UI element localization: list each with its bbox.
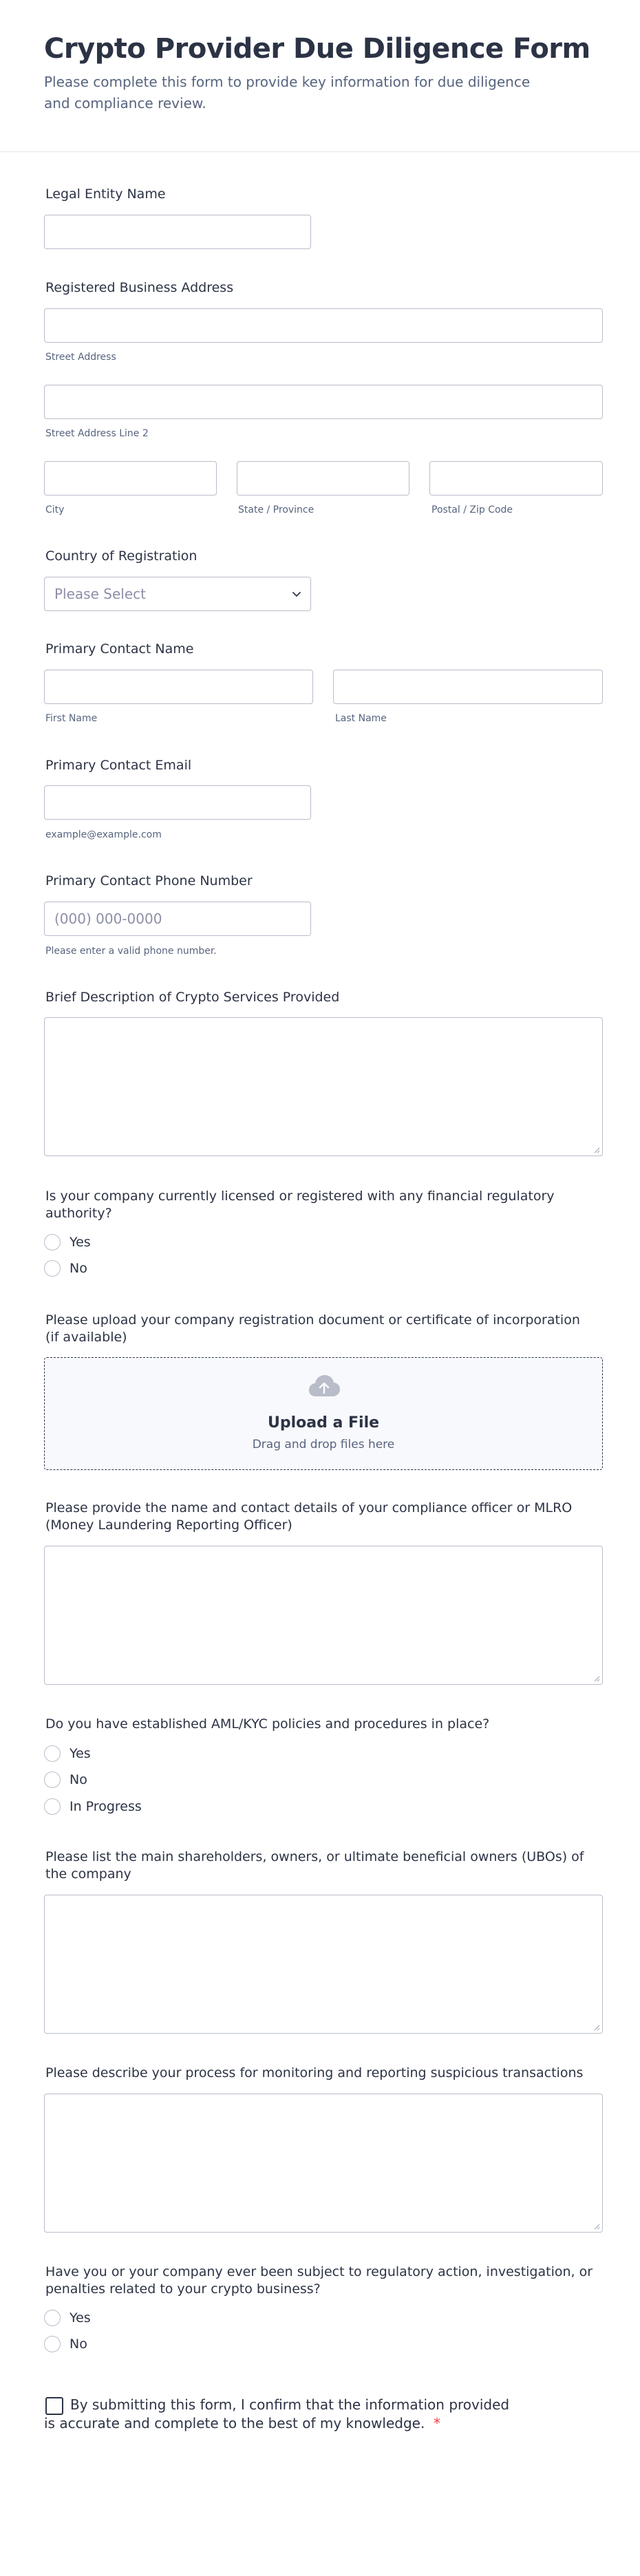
- regulatory-yes-radio[interactable]: [44, 2310, 61, 2326]
- country-select[interactable]: [44, 577, 311, 611]
- last-name-input[interactable]: [333, 670, 603, 704]
- state-input[interactable]: [237, 461, 409, 496]
- form-subtitle: Please complete this form to provide key information for due diligence and compliance review.: [44, 74, 531, 111]
- street-address-line2-input[interactable]: [44, 385, 603, 419]
- licensed-yes-label[interactable]: Yes: [70, 1235, 91, 1250]
- postal-code-input[interactable]: [429, 461, 603, 496]
- upload-label: Please upload your company registration document or certificate of incorporation (if available): [45, 1312, 580, 1345]
- country-select-value: Please Select: [54, 586, 146, 602]
- state-sublabel: State / Province: [238, 504, 314, 515]
- phone-sublabel: Please enter a valid phone number.: [45, 946, 217, 957]
- consent-label: By submitting this form, I confirm that the information provided is accurate and complete to the best of my knowledge.: [44, 2396, 510, 2431]
- aml-no-label[interactable]: No: [70, 1772, 87, 1787]
- aml-yes-label[interactable]: Yes: [70, 1746, 91, 1761]
- licensed-no-radio[interactable]: [44, 1260, 61, 1277]
- city-sublabel: City: [45, 504, 65, 515]
- resize-grip-icon[interactable]: [593, 2024, 600, 2031]
- resize-grip-icon[interactable]: [593, 1675, 600, 1682]
- street-address-sublabel: Street Address: [45, 352, 116, 363]
- monitoring-textarea[interactable]: [44, 2094, 603, 2233]
- aml-yes-radio[interactable]: [44, 1745, 61, 1762]
- services-label: Brief Description of Crypto Services Provided: [45, 990, 340, 1005]
- licensed-yes-radio[interactable]: [44, 1234, 61, 1250]
- aml-in-progress-radio[interactable]: [44, 1798, 61, 1815]
- mlro-label: Please provide the name and contact details of your compliance officer or MLRO (Money Laundering Reporting Officer): [45, 1500, 573, 1533]
- owners-label: Please list the main shareholders, owners, or ultimate beneficial owners (UBOs) of the company: [45, 1849, 584, 1882]
- address-label: Registered Business Address: [45, 280, 234, 295]
- mlro-textarea[interactable]: [44, 1546, 603, 1685]
- legal-entity-label: Legal Entity Name: [45, 187, 166, 202]
- first-name-input[interactable]: [44, 670, 313, 704]
- contact-name-label: Primary Contact Name: [45, 641, 194, 657]
- email-label: Primary Contact Email: [45, 758, 192, 773]
- street-address-input[interactable]: [44, 308, 603, 343]
- first-name-sublabel: First Name: [45, 713, 98, 724]
- resize-grip-icon[interactable]: [593, 2223, 600, 2230]
- phone-input[interactable]: [44, 902, 311, 936]
- aml-in-progress-label[interactable]: In Progress: [70, 1799, 142, 1814]
- legal-entity-input[interactable]: [44, 215, 311, 249]
- aml-no-radio[interactable]: [44, 1771, 61, 1788]
- country-label: Country of Registration: [45, 549, 198, 564]
- street-address-line2-sublabel: Street Address Line 2: [45, 428, 149, 439]
- owners-textarea[interactable]: [44, 1895, 603, 2034]
- city-input[interactable]: [44, 461, 217, 496]
- licensed-label: Is your company currently licensed or registered with any financial regulatory authority?: [45, 1189, 555, 1221]
- regulatory-action-label: Have you or your company ever been subject to regulatory action, investigation, or penalties related to your crypto business?: [45, 2264, 593, 2297]
- last-name-sublabel: Last Name: [335, 713, 387, 724]
- form-title: Crypto Provider Due Diligence Form: [44, 33, 590, 65]
- phone-placeholder: (000) 000-0000: [54, 911, 162, 927]
- licensed-no-label[interactable]: No: [70, 1261, 87, 1276]
- upload-title: Upload a File: [267, 1414, 380, 1431]
- email-input[interactable]: [44, 785, 311, 820]
- services-textarea[interactable]: [44, 1017, 603, 1156]
- upload-subtitle: Drag and drop files here: [252, 1438, 395, 1451]
- aml-label: Do you have established AML/KYC policies and procedures in place?: [45, 1716, 490, 1732]
- regulatory-yes-label[interactable]: Yes: [70, 2310, 91, 2325]
- regulatory-no-label[interactable]: No: [70, 2337, 87, 2352]
- chevron-down-icon: [290, 587, 303, 601]
- monitoring-label: Please describe your process for monitoring and reporting suspicious transactions: [45, 2065, 584, 2080]
- resize-grip-icon[interactable]: [593, 1147, 600, 1153]
- file-upload-dropzone[interactable]: [44, 1357, 603, 1470]
- cloud-upload-icon: [308, 1373, 341, 1398]
- regulatory-no-radio[interactable]: [44, 2336, 61, 2352]
- consent-text[interactable]: [44, 2396, 519, 2433]
- phone-label: Primary Contact Phone Number: [45, 873, 253, 888]
- header-divider: [0, 151, 640, 152]
- postal-code-sublabel: Postal / Zip Code: [431, 504, 513, 515]
- email-sublabel: example@example.com: [45, 829, 162, 840]
- required-mark: *: [434, 2415, 441, 2431]
